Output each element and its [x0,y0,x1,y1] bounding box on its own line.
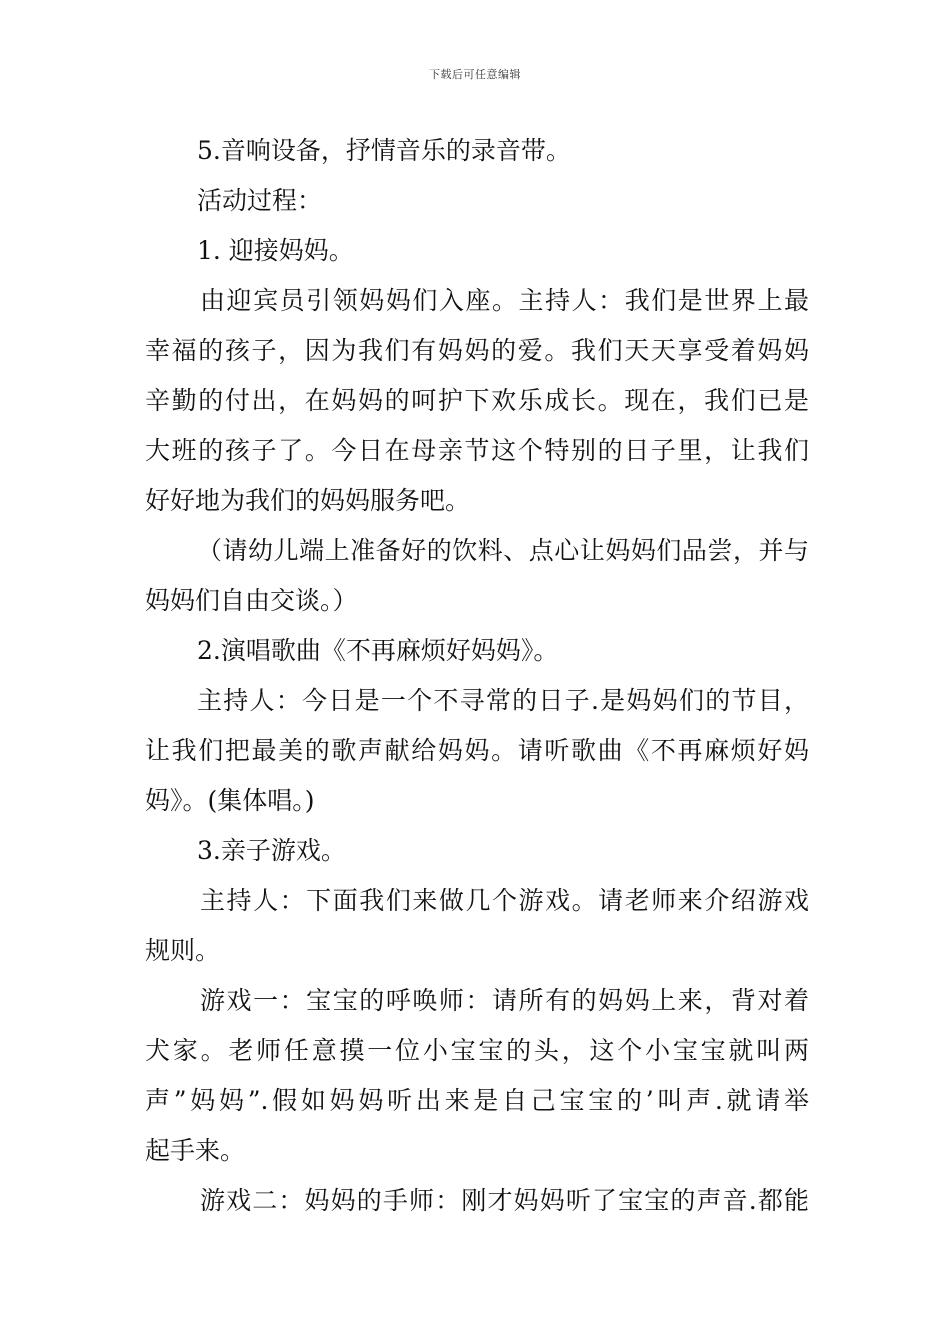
text-line: 3.亲子游戏。 [197,836,346,865]
text-line: 2.演唱歌曲《不再麻烦好妈妈》。 [197,636,559,665]
text-line: 妈妈们自由交谈。） [145,586,358,615]
text-line: 1. 迎接妈妈。 [197,236,354,265]
text-line: 游戏二：妈妈的手师：刚才妈妈听了宝宝的声音.都能 [200,1186,809,1215]
text-line: 声”妈妈”.假如妈妈听出来是自己宝宝的’叫声.就请举 [145,1086,809,1115]
text-line: 活动过程： [197,186,323,215]
text-line: 辛勤的付出，在妈妈的呵护下欢乐成长。现在，我们已是 [145,386,809,415]
text-line: 幸福的孩子，因为我们有妈妈的爱。我们天天享受着妈妈 [145,336,809,365]
text-line: 好好地为我们的妈妈服务吧。 [145,486,471,515]
text-line: 规则。 [145,936,221,965]
text-line: 游戏一：宝宝的呼唤师：请所有的妈妈上来，背对着 [200,986,809,1015]
text-line: 起手来。 [145,1136,246,1165]
text-line: 5.音响设备，抒情音乐的录音带。 [197,136,571,165]
text-line: 妈》。(集体唱。) [145,786,315,815]
page-header: 下载后可任意编辑 [429,68,521,81]
text-line: 由迎宾员引领妈妈们入座。主持人：我们是世界上最 [200,286,809,315]
body-text [145,126,809,1226]
text-line: 让我们把最美的歌声献给妈妈。请听歌曲《不再麻烦好妈 [145,736,809,765]
text-line: 犬家。老师任意摸一位小宝宝的头，这个小宝宝就叫两 [145,1036,809,1065]
text-line: （请幼儿端上准备好的饮料、点心让妈妈们品尝，并与 [197,536,809,565]
text-line: 主持人：今日是一个不寻常的日子.是妈妈们的节目， [197,686,809,715]
text-line: 主持人：下面我们来做几个游戏。请老师来介绍游戏 [200,886,809,915]
text-line: 大班的孩子了。今日在母亲节这个特别的日子里，让我们 [145,436,809,465]
